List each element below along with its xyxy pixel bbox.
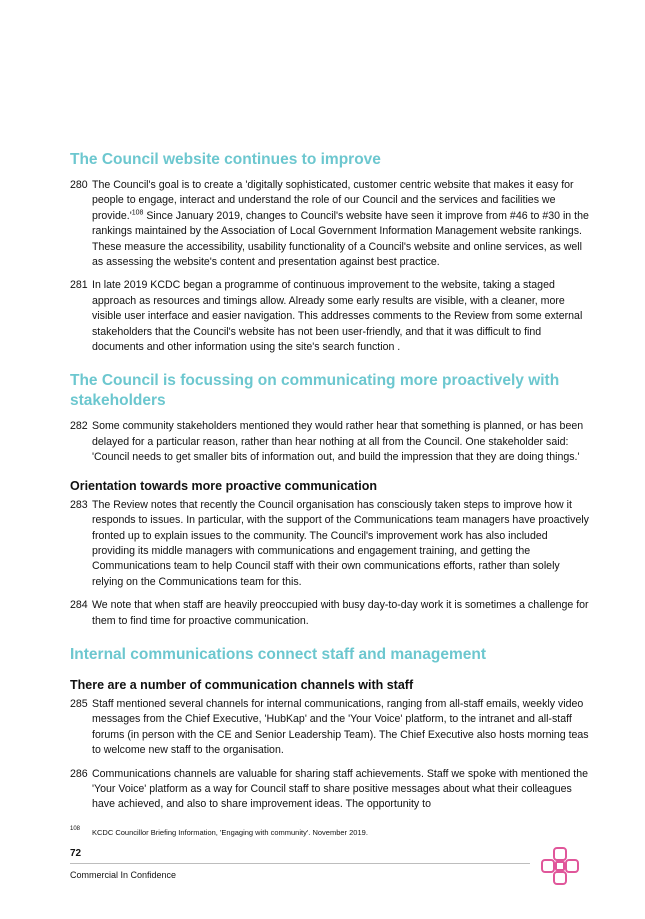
paragraph-number: 286 <box>70 767 88 780</box>
footnote-number: 108 <box>70 826 81 832</box>
paragraph-282 <box>70 419 590 465</box>
section-heading: The Council website continues to improve <box>70 151 381 168</box>
paragraph-text: We note that when staff are heavily preoccupied with busy day-to-day work it is sometimes a challenge for them to find time for proactive communication. <box>92 599 589 627</box>
paragraph-281 <box>70 278 590 355</box>
paragraph-text: Since January 2019, changes to Council's website have seen it improve from #46 to #30 in the rankings maintained by the Association of Local Government Information Management website rankings. These measure the accessibility, usability functionality of a Council's website and online services, as well as assessing the website's content and presentation against best practice. <box>92 209 589 269</box>
paragraph-text: The Review notes that recently the Council organisation has consciously taken steps to improve how it responds to issues. In particular, with the support of the Communications team managers have proactively fronted up to explain issues to the community. The Council's improvement work has also included providing its middle managers with communications and engagement training, and getting the Communications team to help Council staff with their own communications efforts, rather than solely relying on the Communications team for this. <box>92 498 589 588</box>
lattice-flower-logo-icon <box>540 846 580 886</box>
paragraph-text: The Council's goal is to create a 'digitally sophisticated, customer centric website that makes it easy for people to engage, interact and understand the role of our Council and the services and facilities we provide.' <box>92 179 574 222</box>
footer-divider <box>70 863 530 864</box>
paragraph-text: Staff mentioned several channels for internal communications, ranging from all-staff emails, weekly video messages from the Chief Executive, 'HubKap' and the 'Your Voice' platform, to the intranet and all-staff forums (in person with the CE and Senior Leadership Team). The Chief Executive also hosts morning teas to welcome new staff to the organisation. <box>92 697 589 757</box>
paragraph-text: Communications channels are valuable for sharing staff achievements. Staff we spoke with mentioned the 'Your Voice' platform as a way for Council staff to share positive messages about what their colleagues have achieved, and also to share improvement ideas. The opportunity to <box>92 767 589 811</box>
section-heading: The Council is focussing on communicating more proactively with stakeholders <box>70 372 560 410</box>
paragraph-number: 283 <box>70 498 88 511</box>
paragraph-280 <box>70 178 590 270</box>
footnote-ref: 108 <box>131 209 144 217</box>
paragraph-284 <box>70 598 590 629</box>
document-body <box>70 150 590 821</box>
paragraph-286 <box>70 767 590 813</box>
section-heading: Internal communications connect staff and management <box>70 645 486 663</box>
paragraph-number: 282 <box>70 420 88 433</box>
subsection-heading: There are a number of communication channels with staff <box>70 677 414 692</box>
paragraph-number: 284 <box>70 599 88 612</box>
paragraph-285 <box>70 697 590 759</box>
footnote <box>70 828 368 837</box>
footnote-text: KCDC Councillor Briefing Information, 'Engaging with community'. November 2019. <box>92 828 368 837</box>
confidentiality-label: Commercial In Confidence <box>70 870 177 880</box>
paragraph-number: 281 <box>70 279 88 292</box>
paragraph-number: 285 <box>70 697 88 710</box>
paragraph-text: In late 2019 KCDC began a programme of continuous improvement to the website, taking a staged approach as resources and timings allow. Already some early results are visible, with a cleaner, more visible user interface and easier navigation. This addresses comments to the Review from some external stakeholders that the Council's website has not been user-friendly, and that it was difficult to find documents and other information using the site's search function . <box>92 279 583 354</box>
paragraph-283 <box>70 498 590 590</box>
subsection-heading: Orientation towards more proactive communication <box>70 478 378 493</box>
paragraph-number: 280 <box>70 179 88 191</box>
paragraph-text: Some community stakeholders mentioned they would rather hear that something is planned, or has been delayed for a particular reason, rather than hear nothing at all from the Council. One stakeholder said: 'Council needs to get smaller bits of information out, and build the impression that they are doing things.' <box>92 420 584 464</box>
page-number: 72 <box>70 848 82 859</box>
